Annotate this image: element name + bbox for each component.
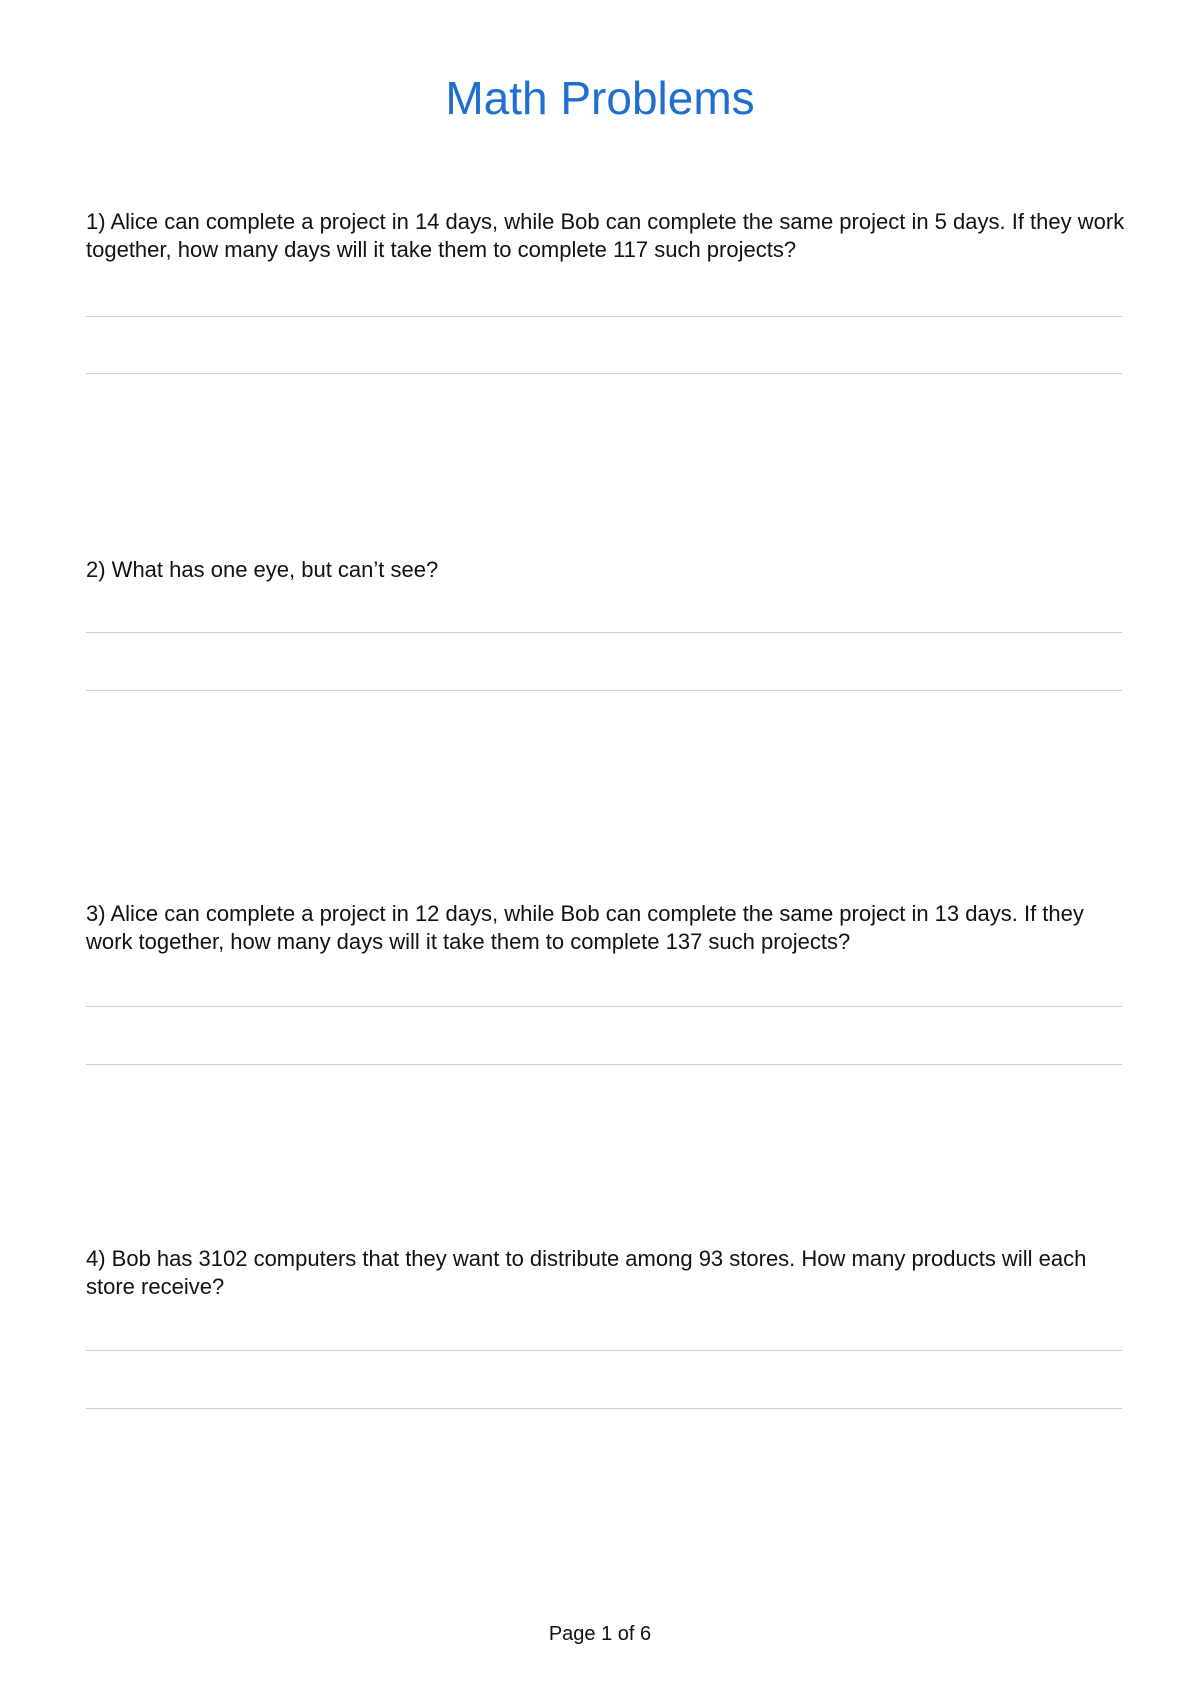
problem-text: 1) Alice can complete a project in 14 days, while Bob can complete the same project in 5 days. If they work together, how many days will it take them to complete 117 such projects? — [86, 209, 1125, 262]
answer-line[interactable] — [86, 373, 1122, 374]
page-title: Math Problems — [445, 72, 755, 124]
answer-line[interactable] — [86, 316, 1122, 317]
problem-text: 4) Bob has 3102 computers that they want to distribute among 93 stores. How many products will each store receive? — [86, 1246, 1087, 1299]
problem-2 — [86, 556, 1126, 584]
answer-line[interactable] — [86, 1064, 1122, 1065]
problem-text: 3) Alice can complete a project in 12 days, while Bob can complete the same project in 13 days. If they work together, how many days will it take them to complete 137 such projects? — [86, 901, 1084, 954]
answer-line[interactable] — [86, 690, 1122, 691]
answer-line[interactable] — [86, 1350, 1122, 1351]
problem-1 — [86, 208, 1126, 264]
page-number-footer: Page 1 of 6 — [548, 1623, 652, 1645]
problem-3 — [86, 900, 1126, 956]
answer-line[interactable] — [86, 632, 1122, 633]
problem-4 — [86, 1245, 1126, 1301]
answer-line[interactable] — [86, 1006, 1122, 1007]
problem-text: 2) What has one eye, but can’t see? — [86, 557, 439, 582]
answer-line[interactable] — [86, 1408, 1122, 1409]
